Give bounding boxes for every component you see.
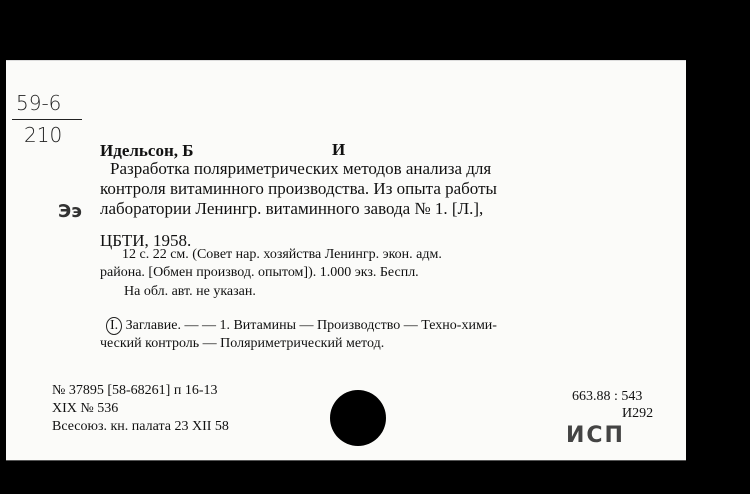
- card-bottom-edge: [6, 460, 686, 461]
- footer-line: Всесоюз. кн. палата 23 XII 58: [52, 419, 229, 434]
- side-mark: Ээ: [58, 201, 82, 222]
- author-surname: Идельсон, Б: [100, 141, 194, 160]
- imprint-line: На обл. авт. не указан.: [124, 284, 256, 299]
- footer-line: № 37895 [58-68261] п 16-13: [52, 383, 218, 398]
- tracing-marker: I.: [106, 317, 122, 335]
- tracing-line: [106, 317, 497, 335]
- title-line: ЦБТИ, 1958.: [100, 231, 192, 250]
- title-line: Разработка поляриметрических методов анализа для: [110, 159, 492, 178]
- classification-number: 663.88 : 543: [572, 389, 643, 404]
- shelfmark-divider: [12, 119, 82, 120]
- footer-line: XIX № 536: [52, 401, 119, 416]
- author-initial: И: [332, 140, 346, 159]
- imprint-line: района. [Обмен производ. опытом]). 1.000 экз. Беспл.: [100, 265, 419, 280]
- tracing-line: ческий контроль — Поляриметрический метод.: [100, 336, 385, 351]
- shelfmark-bottom: 210: [24, 123, 63, 147]
- shelfmark-top: 59-6: [16, 91, 62, 115]
- title-line: лаборатории Ленингр. витаминного завода № 1. [Л.],: [100, 199, 484, 218]
- tracing-text: Заглавие. — — 1. Витамины — Производство — Техно-хими-: [125, 318, 497, 333]
- title-line: контроля витаминного производства. Из опыта работы: [100, 179, 497, 198]
- author-mark: И292: [622, 406, 654, 421]
- stamp-mark: ИСП: [566, 423, 625, 448]
- card-punch-hole: [330, 390, 386, 446]
- imprint-line: 12 с. 22 см. (Совет нар. хозяйства Ленингр. экон. адм.: [122, 247, 442, 262]
